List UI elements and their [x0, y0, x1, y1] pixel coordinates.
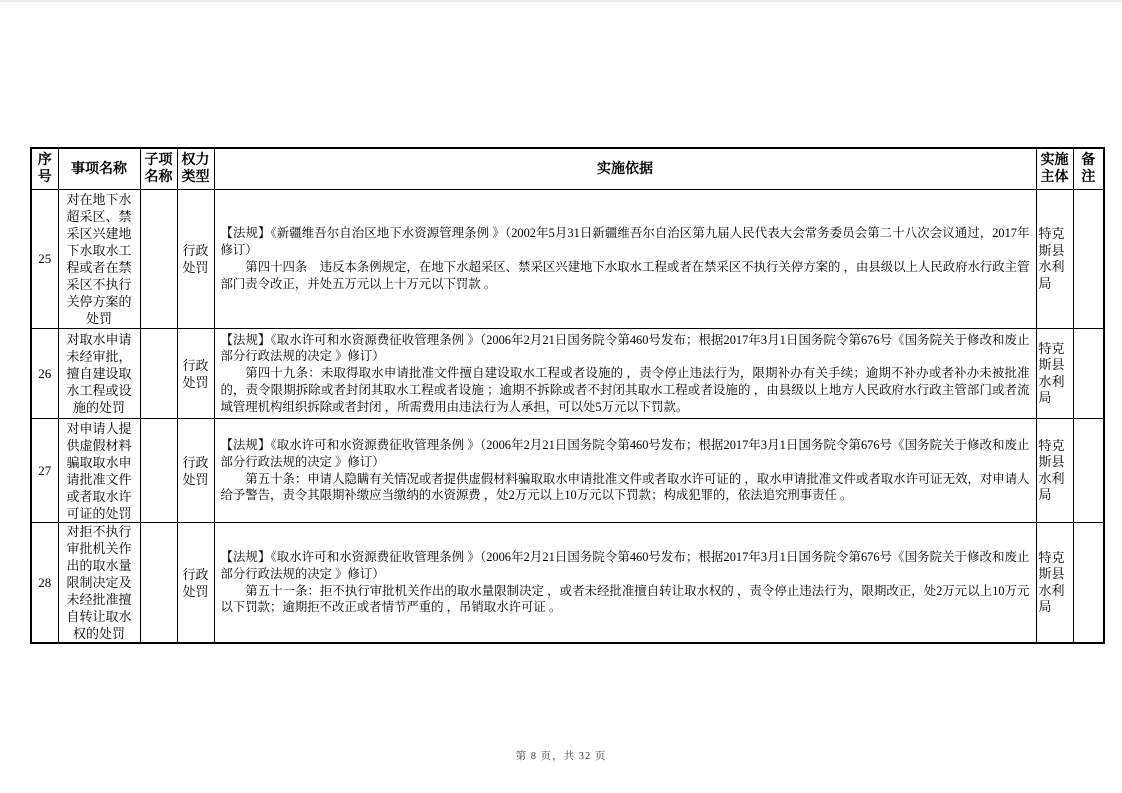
basis-clause: 第五十条：申请人隐瞒有关情况或者提供虚假材料骗取取水申请批准文件或者取水许可证的 ，取水申请批准文件或者取水许可证无效，对申请人给予警告，责令其限期补缴应当缴纳的水资源费 ，处2万元以上10万元以下罚款；构成犯罪的，依法追究刑事责任 。 — [220, 471, 1030, 503]
table-row-25 — [31, 190, 1104, 329]
implementer-cell: 特克斯县水利局 — [1036, 419, 1073, 523]
note-cell — [1073, 190, 1104, 329]
col-header-note: 备注 — [1073, 148, 1104, 190]
power-type-cell: 行政处罚 — [177, 419, 214, 523]
sub-item-cell — [140, 523, 177, 644]
table-row-26 — [31, 329, 1104, 419]
col-header-implementer: 实施主体 — [1036, 148, 1073, 190]
table-header-row — [31, 148, 1104, 190]
table-row-27 — [31, 419, 1104, 523]
basis-citation: 【法规】《取水许可和水资源费征收管理条例 》（2006年2月21日国务院令第460号发布；根据2017年3月1日国务院令第676号《国务院关于修改和废止部分行政法规的决定 》修订） — [220, 549, 1030, 581]
basis-cell — [214, 523, 1036, 644]
item-name-cell: 对申请人提供虚假材料骗取取水申请批准文件或者取水许可证的处罚 — [58, 419, 140, 523]
power-list-table — [30, 147, 1105, 644]
basis-citation: 【法规】《新疆维吾尔自治区地下水资源管理条例 》（2002年5月31日新疆维吾尔自治区第九届人民代表大会常务委员会第二十八次会议通过，2017年修订） — [220, 226, 1030, 258]
power-type-cell: 行政处罚 — [177, 523, 214, 644]
power-type-cell: 行政处罚 — [177, 329, 214, 419]
col-header-power-type: 权力类型 — [177, 148, 214, 190]
basis-cell — [214, 329, 1036, 419]
row-number-cell: 28 — [31, 523, 58, 644]
basis-citation: 【法规】《取水许可和水资源费征收管理条例 》（2006年2月21日国务院令第460号发布；根据2017年3月1日国务院令第676号《国务院关于修改和废止部分行政法规的决定 》修订） — [220, 332, 1030, 364]
implementer-cell: 特克斯县水利局 — [1036, 190, 1073, 329]
basis-clause: 第四十九条：未取得取水申请批准文件擅自建设取水工程或者设施的 ，责令停止违法行为，限期补办有关手续；逾期不补办或者补办未被批准的，责令限期拆除或者封闭其取水工程或者设施 ；逾期不拆除或者不封闭其取水工程或者设施的 ，由县级以上地方人民政府水行政主管部门或者流域管理机构组织拆除或者封闭 ，所需费用由违法行为人承担，可以处5万元以下罚款。 — [220, 366, 1030, 414]
col-header-basis: 实施依据 — [214, 148, 1036, 190]
basis-clause: 第四十四条 违反本条例规定，在地下水超采区、禁采区兴建地下水取水工程或者在禁采区不执行关停方案的 ，由县级以上人民政府水行政主管部门责令改正，并处五万元以上十万元以下罚款 。 — [220, 260, 1030, 291]
item-name-cell: 对取水申请未经审批，擅自建设取水工程或设施的处罚 — [58, 329, 140, 419]
note-cell — [1073, 523, 1104, 644]
row-number-cell: 25 — [31, 190, 58, 329]
table-row-28 — [31, 523, 1104, 644]
note-cell — [1073, 419, 1104, 523]
sub-item-cell — [140, 419, 177, 523]
note-cell — [1073, 329, 1104, 419]
row-number-cell: 27 — [31, 419, 58, 523]
sub-item-cell — [140, 190, 177, 329]
basis-cell — [214, 419, 1036, 523]
item-name-cell: 对拒不执行审批机关作出的取水量限制决定及未经批准擅自转让取水权的处罚 — [58, 523, 140, 644]
col-header-no: 序号 — [31, 148, 58, 190]
implementer-cell: 特克斯县水利局 — [1036, 523, 1073, 644]
basis-clause: 第五十一条：拒不执行审批机关作出的取水量限制决定 ，或者未经批准擅自转让取水权的 ，责令停止违法行为，限期改正，处2万元以上10万元以下罚款；逾期拒不改正或者情节严重的 ，吊销取水许可证 。 — [220, 583, 1030, 615]
col-header-sub-name: 子项名称 — [140, 148, 177, 190]
sub-item-cell — [140, 329, 177, 419]
row-number-cell: 26 — [31, 329, 58, 419]
power-type-cell: 行政处罚 — [177, 190, 214, 329]
page-number-footer: 第 8 页，共 32 页 — [515, 751, 607, 762]
basis-citation: 【法规】《取水许可和水资源费征收管理条例 》（2006年2月21日国务院令第460号发布；根据2017年3月1日国务院令第676号《国务院关于修改和废止部分行政法规的决定 》修订） — [220, 437, 1030, 469]
item-name-cell: 对在地下水超采区、禁采区兴建地下水取水工程或者在禁采区不执行关停方案的处罚 — [58, 190, 140, 329]
implementer-cell: 特克斯县水利局 — [1036, 329, 1073, 419]
col-header-item-name: 事项名称 — [58, 148, 140, 190]
page-top-edge — [0, 0, 1122, 2]
basis-cell — [214, 190, 1036, 329]
